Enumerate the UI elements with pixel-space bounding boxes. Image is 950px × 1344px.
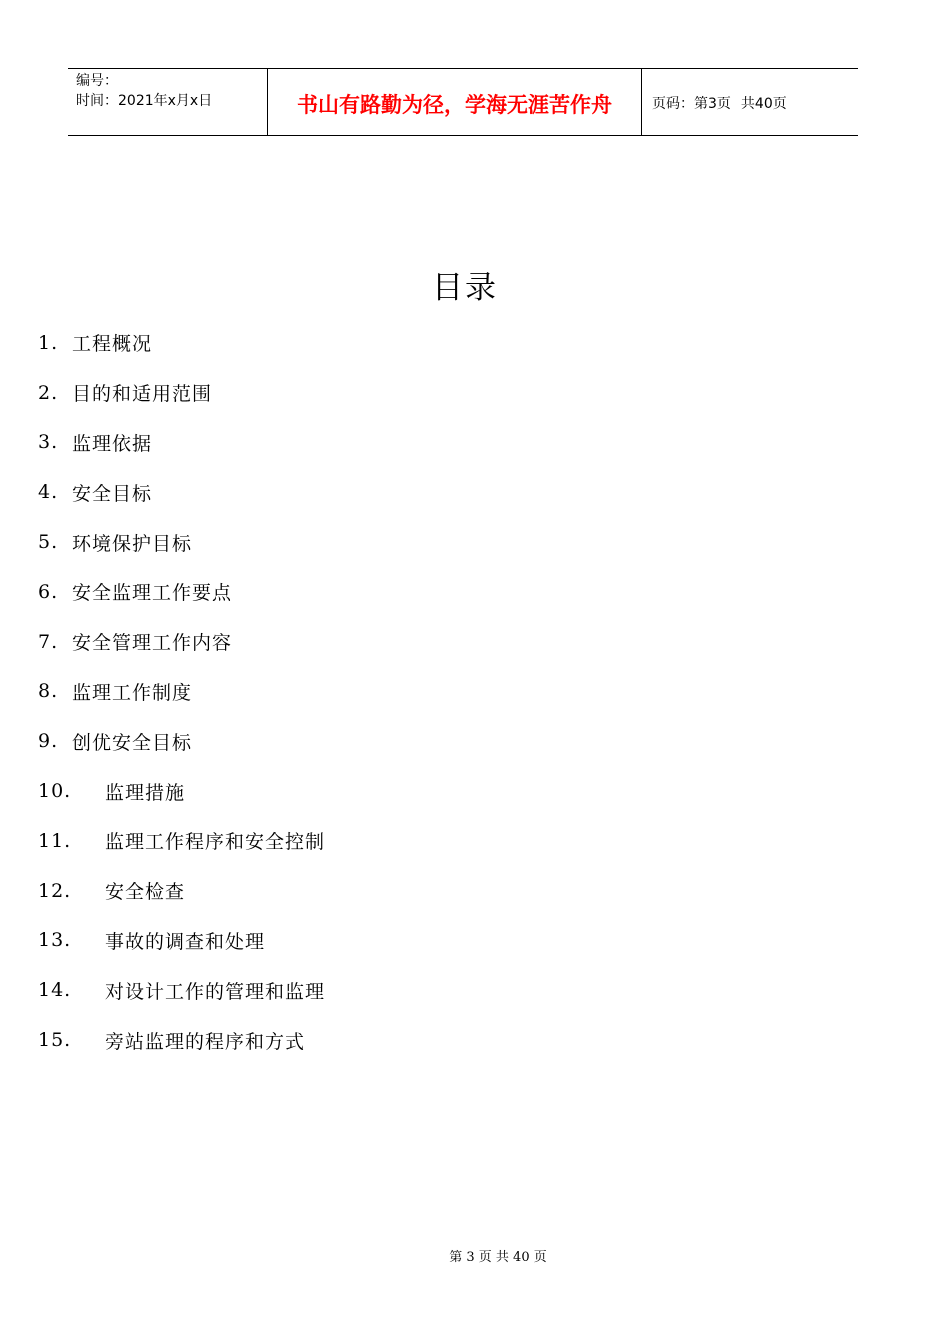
toc-item-number: 8. [38,680,59,703]
toc-item-number: 10. [38,780,72,803]
toc-item-label: 监理工作制度 [72,681,193,704]
toc-item[interactable] [38,517,325,567]
serial-label: 编号： [76,73,118,89]
toc-item-number: 2. [38,381,59,404]
toc-item[interactable] [38,965,325,1015]
toc-item-label: 安全目标 [72,482,153,505]
toc-item-label: 创优安全目标 [72,731,193,754]
toc-item-number: 7. [38,630,59,653]
toc-item-label: 监理依据 [72,432,153,455]
toc-item-number: 3. [38,431,59,454]
toc-item-label: 工程概况 [72,333,153,356]
header-motto: 书山有路勤为径，学海无涯苦作舟 [268,69,642,135]
toc-item-number: 13. [38,929,72,952]
toc-item-number: 15. [38,1029,72,1052]
toc-item-label: 事故的调查和处理 [105,930,266,953]
toc-item[interactable] [38,866,325,916]
page-footer: 第 3 页 共 40 页 [449,1250,547,1265]
toc-item-number: 14. [38,979,72,1002]
toc-item[interactable] [38,318,325,368]
toc-item-label: 旁站监理的程序和方式 [105,1030,306,1053]
page-label: 页码：第3页 [652,96,731,112]
page-header [68,68,858,136]
time-label: 时间：2021年x月x日 [76,93,213,109]
toc-item-label: 对设计工作的管理和监理 [105,980,326,1003]
toc-item[interactable] [38,1015,325,1065]
toc-item-number: 5. [38,531,59,554]
toc-item-label: 安全检查 [105,881,186,904]
toc-item[interactable] [38,916,325,966]
toc-item-number: 1. [38,331,59,354]
toc-item-number: 11. [38,829,72,852]
toc-title: 目录 [432,270,498,306]
toc-item-number: 12. [38,879,72,902]
toc-item-label: 安全管理工作内容 [72,632,233,655]
toc-item[interactable] [38,418,325,468]
toc-item-label: 监理措施 [105,781,186,804]
toc-item[interactable] [38,667,325,717]
toc-item-number: 4. [38,481,59,504]
toc-item[interactable] [38,716,325,766]
toc-item-label: 目的和适用范围 [72,383,213,406]
table-of-contents [38,318,325,1065]
toc-item[interactable] [38,467,325,517]
total-label: 共40页 [740,96,787,112]
toc-item-number: 9. [38,730,59,753]
toc-item-label: 监理工作程序和安全控制 [105,831,326,854]
toc-item[interactable] [38,567,325,617]
header-meta [68,69,268,135]
header-page-info [642,69,858,135]
toc-item-number: 6. [38,580,59,603]
toc-item[interactable] [38,368,325,418]
toc-item[interactable] [38,617,325,667]
toc-item[interactable] [38,816,325,866]
toc-item-label: 环境保护目标 [72,532,193,555]
toc-item[interactable] [38,766,325,816]
toc-item-label: 安全监理工作要点 [72,582,233,605]
